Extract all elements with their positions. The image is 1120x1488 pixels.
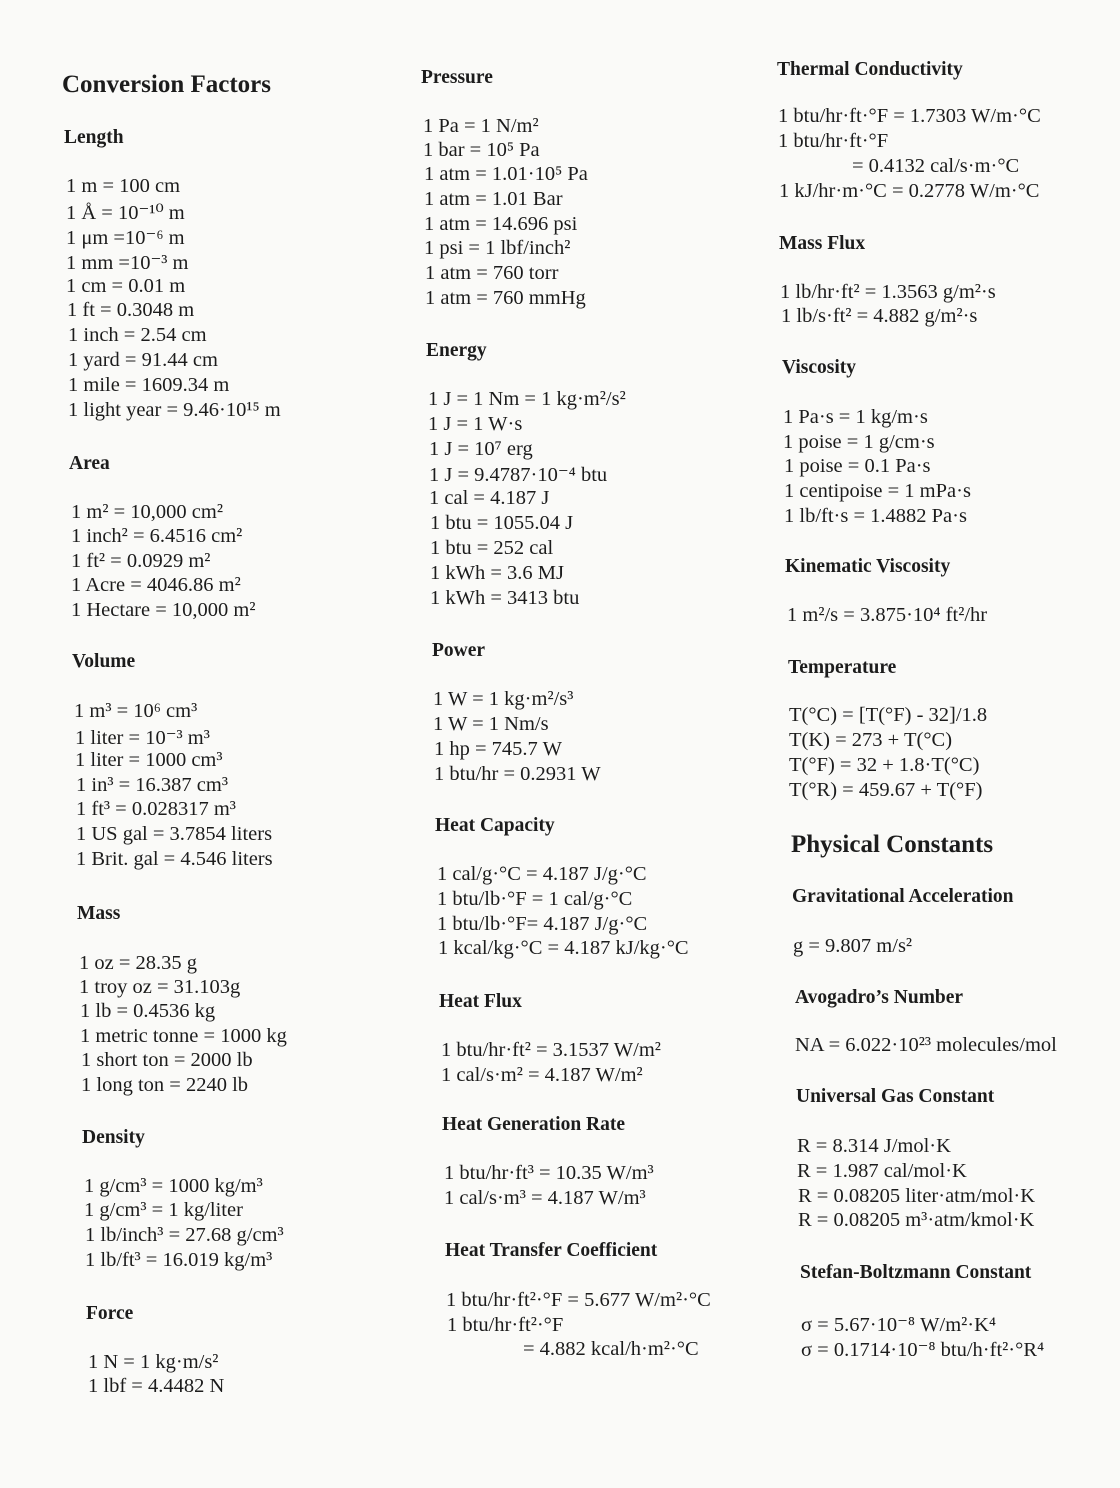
density-line: 1 lb/inch³ = 27.68 g/cm³	[85, 1224, 284, 1246]
heat-flux-line: 1 btu/hr·ft² = 3.1537 W/m²	[441, 1039, 661, 1061]
mass-line: 1 lb = 0.4536 kg	[80, 1000, 216, 1022]
heading-heat-flux: Heat Flux	[439, 991, 522, 1012]
length-line: 1 yard = 91.44 cm	[68, 349, 218, 371]
htc-line: 1 btu/hr·ft²·°F	[447, 1314, 564, 1336]
mass-line: 1 long ton = 2240 lb	[81, 1074, 249, 1096]
volume-line: 1 ft³ = 0.028317 m³	[76, 798, 236, 820]
length-line: 1 inch = 2.54 cm	[68, 324, 207, 346]
avogadro-line: NA = 6.022·10²³ molecules/mol	[795, 1034, 1057, 1056]
length-line: 1 mile = 1609.34 m	[68, 374, 230, 396]
density-line: 1 g/cm³ = 1 kg/liter	[84, 1199, 243, 1221]
length-line: 1 cm = 0.01 m	[66, 275, 186, 297]
htc-line: 1 btu/hr·ft²·°F = 5.677 W/m²·°C	[446, 1289, 711, 1311]
heading-heat-capacity: Heat Capacity	[435, 815, 555, 836]
energy-line: 1 J = 10⁷ erg	[429, 438, 533, 460]
heading-mass-flux: Mass Flux	[779, 233, 866, 254]
pressure-line: 1 atm = 1.01 Bar	[424, 188, 563, 210]
temperature-line: T(°R) = 459.67 + T(°F)	[789, 779, 983, 801]
viscosity-line: 1 poise = 0.1 Pa·s	[784, 455, 931, 477]
pressure-line: 1 bar = 10⁵ Pa	[423, 139, 540, 161]
energy-line: 1 J = 1 W·s	[428, 413, 523, 435]
power-line: 1 hp = 745.7 W	[434, 738, 562, 760]
length-line: 1 light year = 9.46·10¹⁵ m	[68, 399, 281, 421]
mass-flux-line: 1 lb/hr·ft² = 1.3563 g/m²·s	[780, 281, 996, 303]
thermal-line: 1 btu/hr·ft·°F	[778, 130, 889, 152]
heat-generation-line: 1 cal/s·m³ = 4.187 W/m³	[444, 1187, 646, 1209]
heading-length: Length	[64, 127, 124, 148]
area-line: 1 ft² = 0.0929 m²	[71, 550, 211, 572]
length-line: 1 ft = 0.3048 m	[67, 299, 195, 321]
thermal-line: 1 btu/hr·ft·°F = 1.7303 W/m·°C	[778, 105, 1041, 127]
heading-volume: Volume	[72, 651, 136, 672]
energy-line: 1 J = 1 Nm = 1 kg·m²/s²	[428, 388, 626, 410]
stefan-line: σ = 0.1714·10⁻⁸ btu/h·ft²·°R⁴	[801, 1339, 1045, 1361]
mass-line: 1 short ton = 2000 lb	[81, 1049, 253, 1071]
heading-temperature: Temperature	[788, 657, 897, 678]
gas-constant-line: R = 8.314 J/mol·K	[797, 1135, 951, 1157]
kinematic-line: 1 m²/s = 3.875·10⁴ ft²/hr	[787, 604, 988, 626]
pressure-line: 1 atm = 1.01·10⁵ Pa	[424, 163, 588, 185]
viscosity-line: 1 Pa·s = 1 kg/m·s	[783, 406, 928, 428]
energy-line: 1 J = 9.4787·10⁻⁴ btu	[429, 464, 608, 486]
gravity-line: g = 9.807 m/s²	[793, 935, 913, 957]
gas-constant-line: R = 1.987 cal/mol·K	[797, 1160, 967, 1182]
page-title: Conversion Factors	[62, 71, 271, 98]
heading-gravitational-acceleration: Gravitational Acceleration	[792, 886, 1014, 907]
density-line: 1 lb/ft³ = 16.019 kg/m³	[85, 1249, 273, 1271]
length-line: 1 m = 100 cm	[66, 175, 181, 197]
volume-line: 1 liter = 1000 cm³	[75, 749, 223, 771]
gas-constant-line: R = 0.08205 liter·atm/mol·K	[798, 1185, 1036, 1207]
pressure-line: 1 psi = 1 lbf/inch²	[424, 237, 571, 259]
energy-line: 1 btu = 1055.04 J	[430, 512, 574, 534]
power-line: 1 W = 1 kg·m²/s³	[433, 688, 574, 710]
mass-line: 1 oz = 28.35 g	[79, 952, 198, 974]
heading-heat-transfer-coefficient: Heat Transfer Coefficient	[445, 1240, 658, 1261]
heading-kinematic-viscosity: Kinematic Viscosity	[785, 556, 951, 577]
force-line: 1 N = 1 kg·m/s²	[88, 1351, 219, 1373]
pressure-line: 1 atm = 760 mmHg	[425, 287, 586, 309]
length-line: 1 Å = 10⁻¹⁰ m	[66, 202, 185, 224]
area-line: 1 m² = 10,000 cm²	[71, 501, 223, 523]
heading-power: Power	[432, 640, 486, 661]
power-line: 1 btu/hr = 0.2931 W	[434, 763, 601, 785]
heading-viscosity: Viscosity	[782, 357, 857, 378]
heading-energy: Energy	[426, 340, 487, 361]
heading-stefan-boltzmann: Stefan-Boltzmann Constant	[800, 1262, 1032, 1283]
heading-thermal-conductivity: Thermal Conductivity	[777, 59, 963, 80]
volume-line: 1 m³ = 10⁶ cm³	[74, 700, 198, 722]
energy-line: 1 btu = 252 cal	[430, 537, 554, 559]
heat-generation-line: 1 btu/hr·ft³ = 10.35 W/m³	[444, 1162, 654, 1184]
force-line: 1 lbf = 4.4482 N	[88, 1375, 225, 1397]
heading-heat-generation: Heat Generation Rate	[442, 1114, 626, 1135]
pressure-line: 1 Pa = 1 N/m²	[423, 115, 539, 137]
temperature-line: T(°F) = 32 + 1.8·T(°C)	[789, 754, 980, 776]
area-line: 1 Hectare = 10,000 m²	[71, 599, 256, 621]
length-line: 1 μm =10⁻⁶ m	[66, 227, 185, 249]
mass-line: 1 troy oz = 31.103g	[79, 976, 241, 998]
volume-line: 1 liter = 10⁻³ m³	[75, 727, 210, 749]
heat-flux-line: 1 cal/s·m² = 4.187 W/m²	[441, 1064, 643, 1086]
length-line: 1 mm =10⁻³ m	[66, 252, 189, 274]
heading-gas-constant: Universal Gas Constant	[796, 1086, 995, 1107]
heading-force: Force	[86, 1303, 134, 1324]
energy-line: 1 kWh = 3.6 MJ	[430, 562, 564, 584]
viscosity-line: 1 lb/ft·s = 1.4882 Pa·s	[784, 505, 967, 527]
volume-line: 1 US gal = 3.7854 liters	[76, 823, 273, 845]
energy-line: 1 cal = 4.187 J	[429, 487, 550, 509]
volume-line: 1 Brit. gal = 4.546 liters	[76, 848, 273, 870]
density-line: 1 g/cm³ = 1000 kg/m³	[84, 1175, 263, 1197]
htc-line: = 4.882 kcal/h·m²·°C	[523, 1338, 699, 1360]
heading-avogadro: Avogadro’s Number	[795, 987, 964, 1008]
heat-capacity-line: 1 btu/lb·°F= 4.187 J/g·°C	[437, 913, 648, 935]
power-line: 1 W = 1 Nm/s	[433, 713, 549, 735]
thermal-line: 1 kJ/hr·m·°C = 0.2778 W/m·°C	[779, 180, 1040, 202]
heat-capacity-line: 1 kcal/kg·°C = 4.187 kJ/kg·°C	[438, 937, 689, 959]
pressure-line: 1 atm = 760 torr	[425, 262, 559, 284]
heading-density: Density	[82, 1127, 145, 1148]
energy-line: 1 kWh = 3413 btu	[430, 587, 580, 609]
thermal-line: = 0.4132 cal/s·m·°C	[852, 155, 1020, 177]
heading-mass: Mass	[77, 903, 121, 924]
mass-flux-line: 1 lb/s·ft² = 4.882 g/m²·s	[781, 305, 978, 327]
stefan-line: σ = 5.67·10⁻⁸ W/m²·K⁴	[801, 1314, 997, 1336]
temperature-line: T(°C) = [T(°F) - 32]/1.8	[789, 704, 988, 726]
viscosity-line: 1 poise = 1 g/cm·s	[783, 431, 935, 453]
physical-constants-title: Physical Constants	[791, 831, 994, 858]
temperature-line: T(K) = 273 + T(°C)	[789, 729, 953, 751]
gas-constant-line: R = 0.08205 m³·atm/kmol·K	[798, 1209, 1035, 1231]
area-line: 1 inch² = 6.4516 cm²	[71, 525, 243, 547]
area-line: 1 Acre = 4046.86 m²	[71, 574, 241, 596]
volume-line: 1 in³ = 16.387 cm³	[76, 774, 228, 796]
viscosity-line: 1 centipoise = 1 mPa·s	[784, 480, 971, 502]
pressure-line: 1 atm = 14.696 psi	[424, 213, 578, 235]
heading-area: Area	[69, 453, 110, 474]
mass-line: 1 metric tonne = 1000 kg	[80, 1025, 287, 1047]
heat-capacity-line: 1 btu/lb·°F = 1 cal/g·°C	[437, 888, 633, 910]
heading-pressure: Pressure	[421, 67, 493, 88]
heat-capacity-line: 1 cal/g·°C = 4.187 J/g·°C	[437, 863, 647, 885]
